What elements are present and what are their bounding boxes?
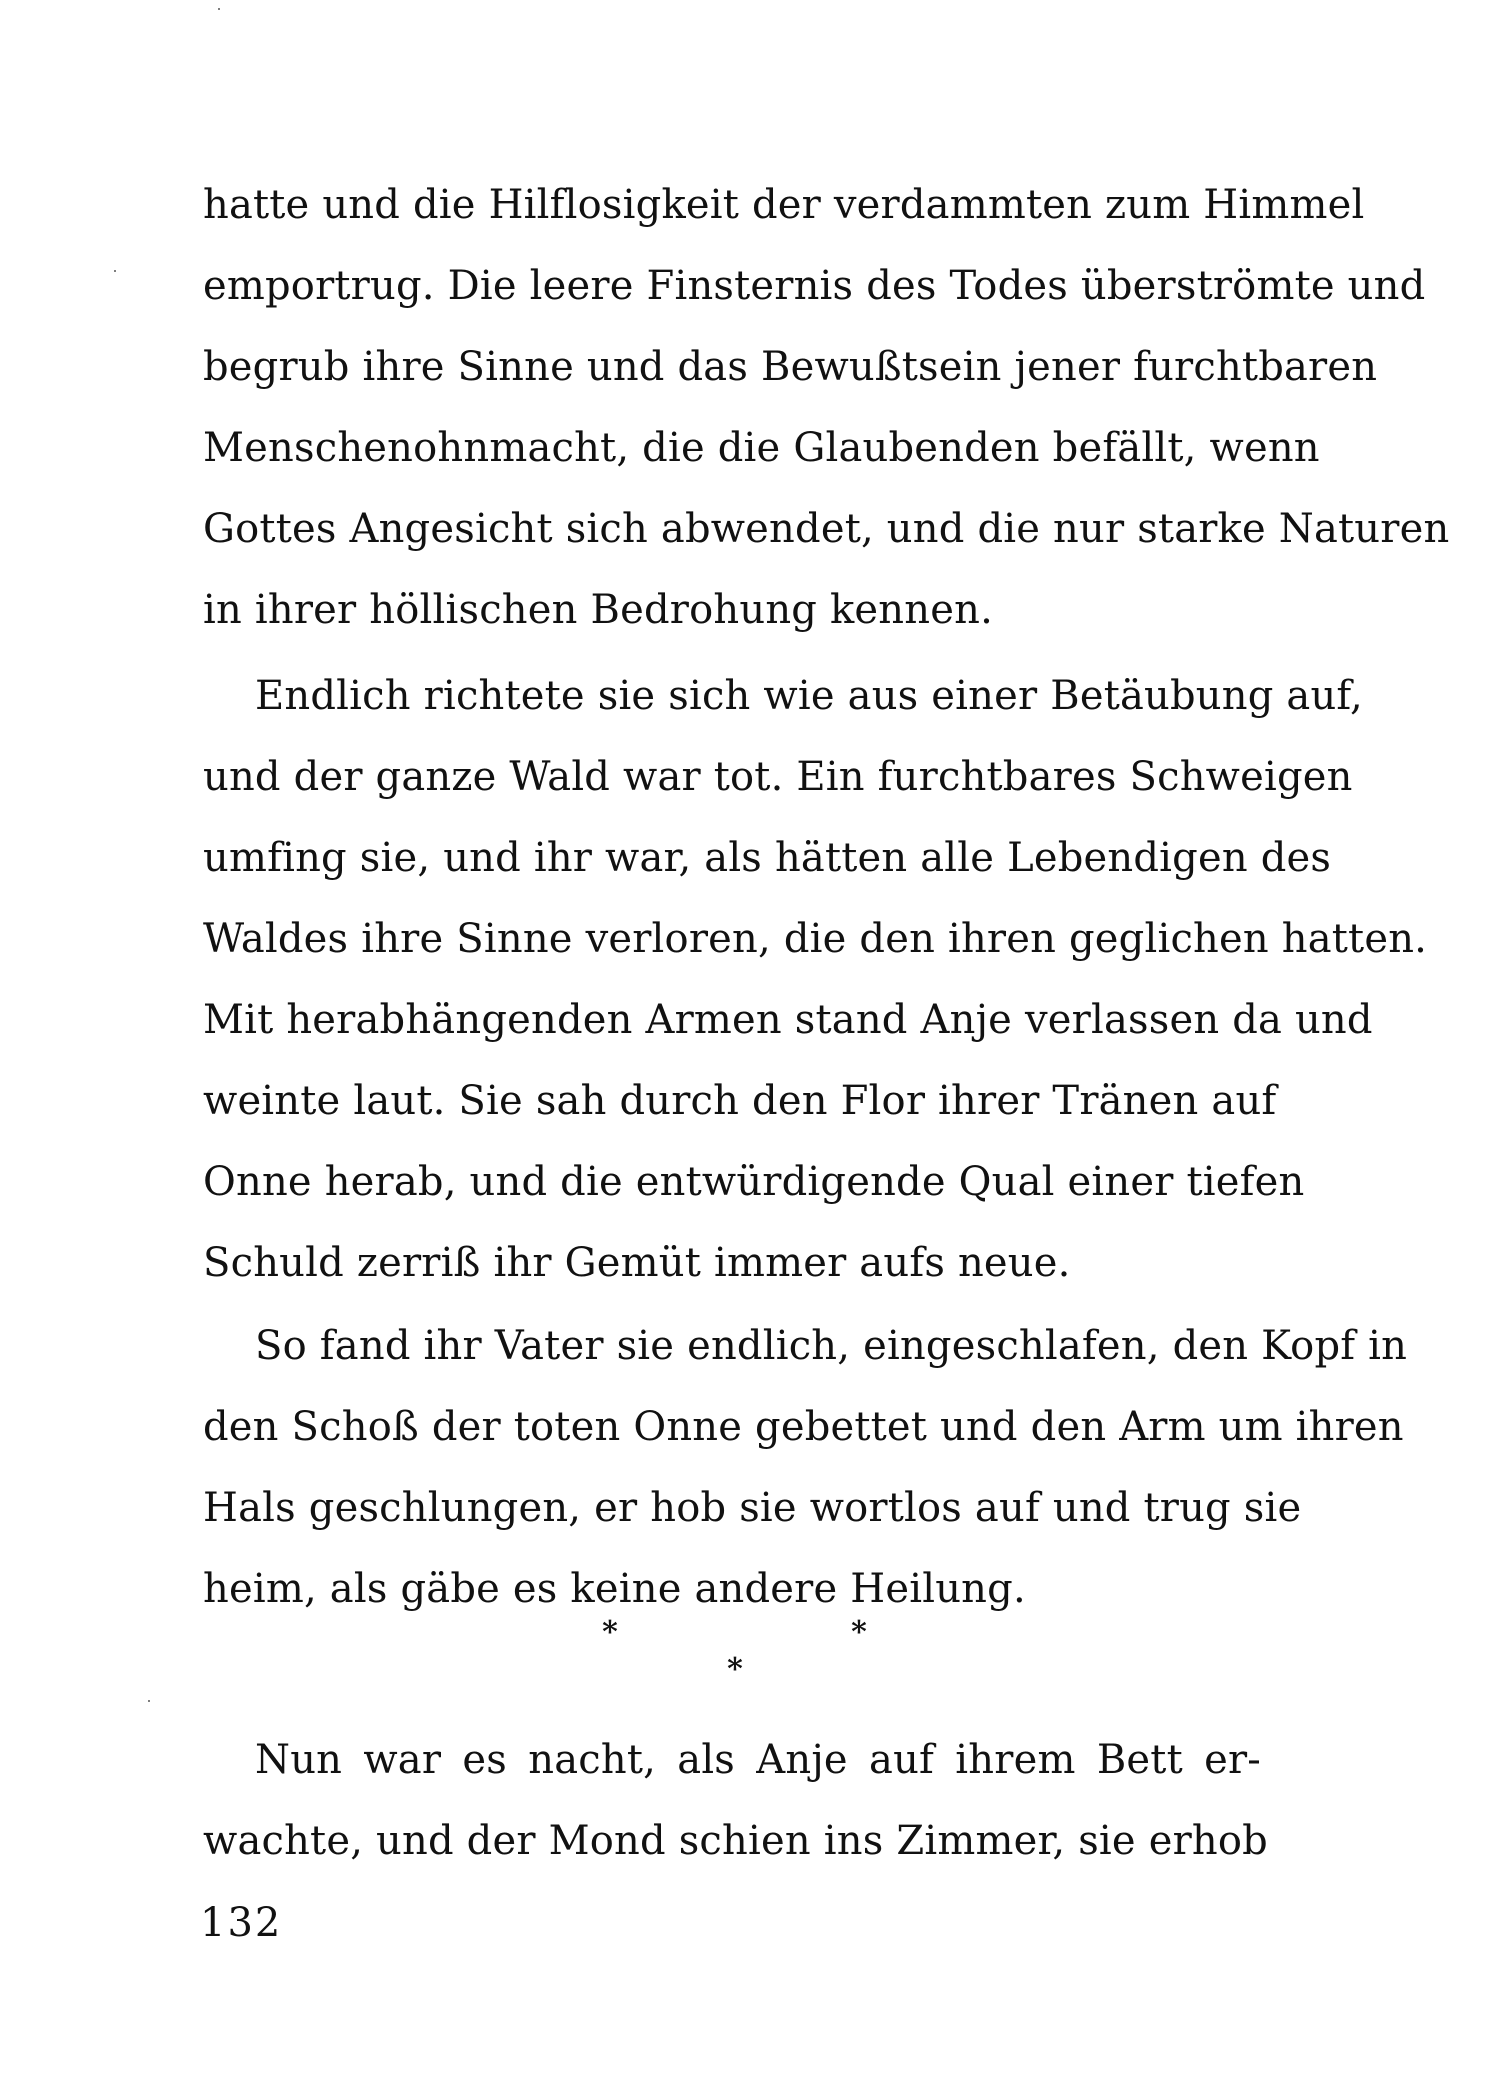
text-line: emportrug. Die leere Finsternis des Todes überströmte und — [203, 263, 1426, 309]
text-line: heim, als gäbe es keine andere Heilung. — [203, 1566, 1026, 1612]
text-line: Schuld zerriß ihr Gemüt immer aufs neue. — [203, 1240, 1071, 1286]
asterisk: * — [602, 1615, 618, 1650]
text-line: Mit herabhängenden Armen stand Anje verlassen da und — [203, 997, 1373, 1043]
text-line: Onne herab, und die entwürdigende Qual einer tiefen — [203, 1159, 1305, 1205]
text-line: Gottes Angesicht sich abwendet, und die nur starke Naturen — [203, 506, 1450, 552]
text-line: Menschenohnmacht, die die Glaubenden befällt, wenn — [203, 425, 1320, 471]
text-line: hatte und die Hilflosigkeit der verdammten zum Himmel — [203, 182, 1365, 228]
paper-speck — [218, 8, 220, 10]
text-line: So fand ihr Vater sie endlich, eingeschlafen, den Kopf in — [255, 1323, 1408, 1369]
text-line: in ihrer höllischen Bedrohung kennen. — [203, 587, 993, 633]
paper-speck — [114, 270, 116, 272]
text-line: wachte, und der Mond schien ins Zimmer, sie erhob — [203, 1818, 1268, 1864]
asterisk: * — [851, 1615, 867, 1650]
asterisk: * — [727, 1652, 743, 1687]
text-line: den Schoß der toten Onne gebettet und den Arm um ihren — [203, 1404, 1404, 1450]
text-line: begrub ihre Sinne und das Bewußtsein jener furchtbaren — [203, 344, 1378, 390]
text-line: umfing sie, und ihr war, als hätten alle Lebendigen des — [203, 835, 1332, 881]
text-line: Waldes ihre Sinne verloren, die den ihren geglichen hatten. — [203, 916, 1428, 962]
text-line: Nun war es nacht, als Anje auf ihrem Bett er- — [255, 1737, 1261, 1783]
paper-speck — [148, 1700, 150, 1702]
page-number: 132 — [200, 1900, 283, 1946]
text-line: und der ganze Wald war tot. Ein furchtbares Schweigen — [203, 754, 1353, 800]
text-line: weinte laut. Sie sah durch den Flor ihrer Tränen auf — [203, 1078, 1277, 1124]
text-line: Endlich richtete sie sich wie aus einer Betäubung auf, — [255, 673, 1363, 719]
text-line: Hals geschlungen, er hob sie wortlos auf und trug sie — [203, 1485, 1302, 1531]
